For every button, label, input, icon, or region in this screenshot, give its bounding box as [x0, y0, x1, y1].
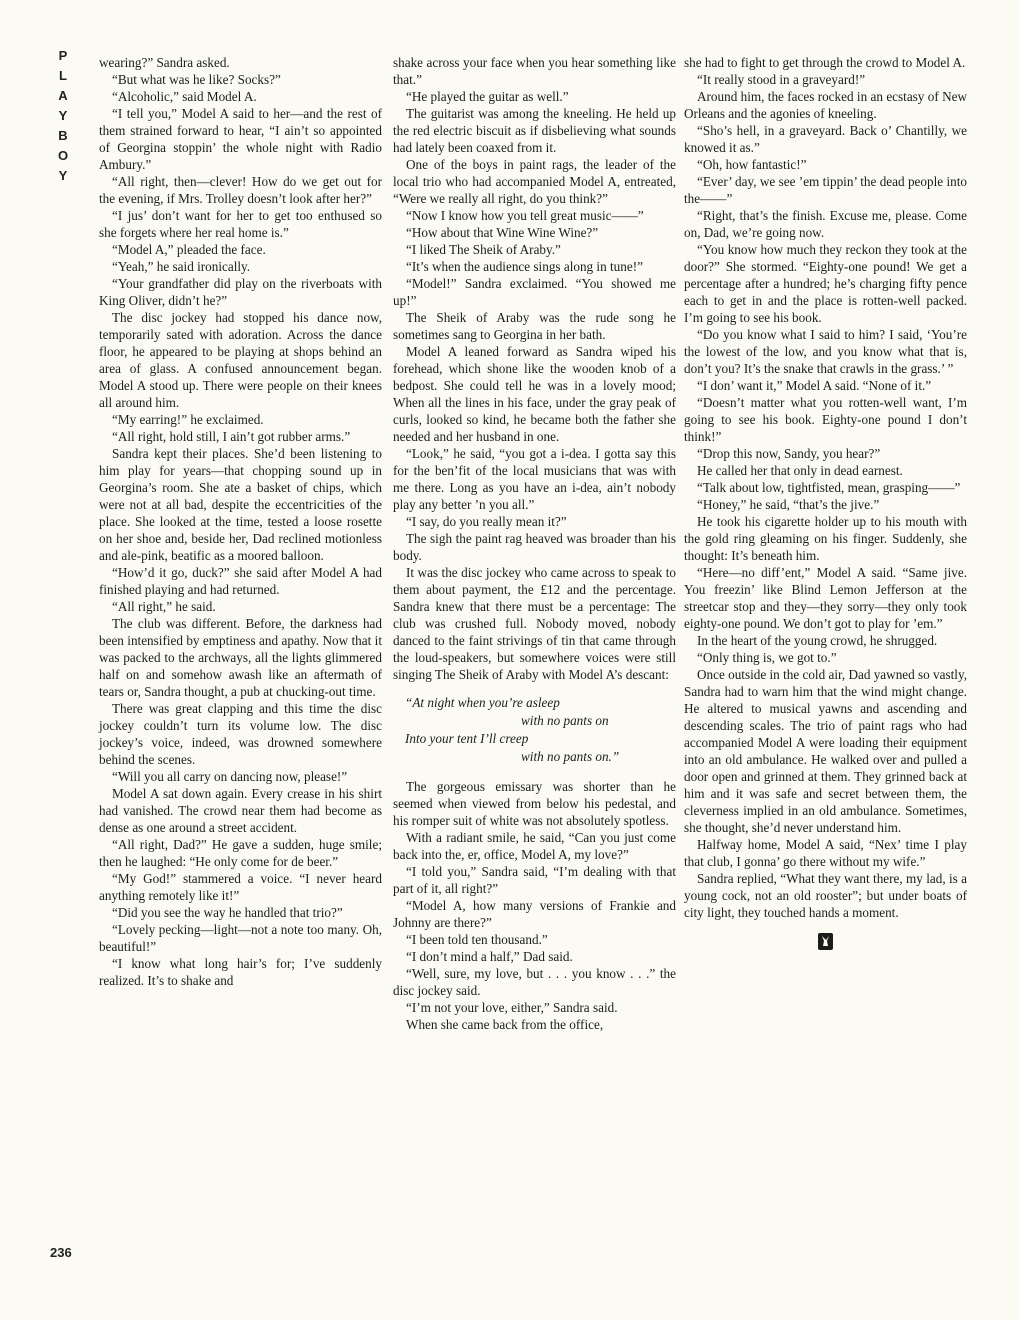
body-paragraph: “My earring!” he exclaimed.: [112, 412, 264, 427]
body-paragraph: Sandra replied, “What they want there, my lad, is a young cock, not an old rooster”; but under boats of city light, they touched hands a moment.: [684, 871, 967, 920]
body-paragraph: “I jus’ don’t want for her to get too enthused so she forgets where her real home is.”: [99, 208, 382, 240]
body-paragraph: “You know how much they reckon they took at the door?” She stormed. “Eighty-one pound! We get a percentage after a hundred; he’s charging fifty pence each to get in and the place is rotten-well packed. I’m going to see his book.: [684, 242, 967, 325]
body-paragraph: Halfway home, Model A said, “Nex’ time I play that club, I gonna’ go there without my wife.”: [684, 837, 967, 869]
body-paragraph: The club was different. Before, the darkness had been intensified by emptiness and apathy. Now that it was packed to the archways, all the lights glimmered half on and somehow awash like an aftermath of tears or, Sandra thought, a pub at chucking-out time.: [99, 616, 382, 699]
body-paragraph: “I don’t mind a half,” Dad said.: [406, 949, 573, 964]
body-paragraph: “Did you see the way he handled that trio?”: [112, 905, 343, 920]
body-paragraph: “Do you know what I said to him? I said, ‘You’re the lowest of the low, and you know what that is, don’t you? It’s the snake that crawls in the grass.’ ”: [684, 327, 967, 376]
body-paragraph: With a radiant smile, he said, “Can you just come back into the, er, office, Model A, my love?”: [393, 830, 676, 862]
song-verse: [405, 694, 676, 766]
body-paragraph: “Your grandfather did play on the riverboats with King Oliver, didn’t he?”: [99, 276, 382, 308]
body-paragraph: “Talk about low, tightfisted, mean, grasping——”: [697, 480, 961, 495]
body-paragraph: “I been told ten thousand.”: [406, 932, 548, 947]
body-paragraph: “Oh, how fantastic!”: [697, 157, 807, 172]
body-paragraph: The Sheik of Araby was the rude song he sometimes sang to Georgina in her bath.: [393, 310, 676, 342]
body-paragraph: “I say, do you really mean it?”: [406, 514, 567, 529]
body-paragraph: “Honey,” he said, “that’s the jive.”: [697, 497, 880, 512]
body-paragraph: “Lovely pecking—light—not a note too many. Oh, beautiful!”: [99, 922, 382, 954]
body-paragraph: “Will you all carry on dancing now, please!”: [112, 769, 348, 784]
body-paragraph: “But what was he like? Socks?”: [112, 72, 281, 87]
body-paragraph: “Look,” he said, “you got a i-dea. I gotta say this for the ben’fit of the local musicians that was with me there. Long as you have an i-dea, ain’t nobody play any better ’n you all.”: [393, 446, 676, 512]
verse-line: with no pants on: [521, 713, 609, 728]
magazine-running-head: [52, 46, 74, 186]
body-paragraph: “It really stood in a graveyard!”: [697, 72, 866, 87]
body-paragraph: The disc jockey had stopped his dance now, temporarily sated with adoration. Across the dance floor, he appeared to be playing at shops behind an area of glass. A confused announcement began. Model A stood up. There were people on their knees all around him.: [99, 310, 382, 410]
running-head-letter: P: [58, 48, 68, 63]
running-head-letter: A: [58, 88, 68, 103]
body-paragraph: shake across your face when you hear something like that.”: [393, 55, 676, 87]
body-paragraph: “I tell you,” Model A said to her—and the rest of them strained forward to hear, “I ain’t so appointed of Georgina stoppin’ the whole night with Radio Ambury.”: [99, 106, 382, 172]
body-paragraph: wearing?” Sandra asked.: [99, 55, 230, 70]
body-paragraph: The guitarist was among the kneeling. He held up the red electric biscuit as if disbelieving what sounds had lately been coaxed from it.: [393, 106, 676, 155]
body-paragraph: Once outside in the cold air, Dad yawned so vastly, Sandra had to warn him that the wind might change. He altered to musical yawns and ascending and descending scales. The trio of paint rags who had accompanied Model A were loading their equipment into an old ambulance. He walked over and pulled a door open and grinned at them. They grinned back at him and it was safe and secret between them, the cleverness implied in an old ambulance. Sometimes, she thought, she’d never understand him.: [684, 667, 967, 835]
body-paragraph: “I’m not your love, either,” Sandra said.: [406, 1000, 618, 1015]
body-paragraph: “I don’ want it,” Model A said. “None of it.”: [697, 378, 932, 393]
text-column-2: [393, 54, 676, 1033]
body-paragraph: “Here—no diff’ent,” Model A said. “Same jive. You freezin’ like Blind Lemon Jefferson at the streetcar stop and they—they sorry—they only took eighty-one pound. We don’t got to play for ’em.”: [684, 565, 967, 631]
body-paragraph: Model A sat down again. Every crease in his shirt had vanished. The crowd near them had become as dense as one around a street accident.: [99, 786, 382, 835]
body-paragraph: she had to fight to get through the crowd to Model A.: [684, 55, 966, 70]
body-paragraph: Model A leaned forward as Sandra wiped his forehead, which shone like the wooden knob of a bedpost. She could tell he was in a lovely mood; When all the lines in his face, under the gray peak of curls, looked so kind, he became both the father she needed and her husband in one.: [393, 344, 676, 444]
verse-line: with no pants on.”: [521, 749, 620, 764]
body-paragraph: “I told you,” Sandra said, “I’m dealing with that part of it, all right?”: [393, 864, 676, 896]
body-paragraph: “Well, sure, my love, but . . . you know . . .” the disc jockey said.: [393, 966, 676, 998]
body-paragraph: “Model A, how many versions of Frankie and Johnny are there?”: [393, 898, 676, 930]
body-paragraph: The sigh the paint rag heaved was broader than his body.: [393, 531, 676, 563]
body-paragraph: “He played the guitar as well.”: [406, 89, 569, 104]
body-paragraph: “All right, hold still, I ain’t got rubber arms.”: [112, 429, 351, 444]
body-paragraph: He called her that only in dead earnest.: [697, 463, 903, 478]
body-paragraph: “Model A,” pleaded the face.: [112, 242, 266, 257]
body-paragraph: When she came back from the office,: [406, 1017, 604, 1032]
body-paragraph: “Right, that’s the finish. Excuse me, please. Come on, Dad, we’re going now.: [684, 208, 967, 240]
body-paragraph: “Yeah,” he said ironically.: [112, 259, 251, 274]
running-head-letter: Y: [58, 108, 68, 123]
running-head-letter: O: [57, 148, 69, 163]
running-head-letter: Y: [58, 168, 68, 183]
body-paragraph: “It’s when the audience sings along in tune!”: [406, 259, 643, 274]
body-paragraph: “All right, Dad?” He gave a sudden, huge smile; then he laughed: “He only come for de beer.”: [99, 837, 382, 869]
body-paragraph: “I liked The Sheik of Araby.”: [406, 242, 561, 257]
body-paragraph: “Alcoholic,” said Model A.: [112, 89, 257, 104]
body-paragraph: “Model!” Sandra exclaimed. “You showed me up!”: [393, 276, 676, 308]
body-paragraph: “Now I know how you tell great music——”: [406, 208, 644, 223]
body-paragraph: Sandra kept their places. She’d been listening to him play for years—that chopping sound up in Georgina’s room. She ate a basket of chips, which were not at all bad, despite the eccentricities of the place. She looked at the time, tested a loose rosette on her shoe and, beside her, Dad reclined motionless and ale-pink, beatific as a moored balloon.: [99, 446, 382, 563]
running-head-letter: L: [59, 68, 67, 83]
body-paragraph: “All right, then—clever! How do we get out for the evening, if Mrs. Trolley doesn’t look after her?”: [99, 174, 382, 206]
column-3-body: [684, 54, 967, 921]
body-paragraph: “My God!” stammered a voice. “I never heard anything remotely like it!”: [99, 871, 382, 903]
column-2-body-after-verse: [393, 778, 676, 1033]
rabbit-head-end-mark-icon: [818, 933, 833, 950]
verse-line: Into your tent I’ll creep: [405, 731, 529, 746]
body-paragraph: “Sho’s hell, in a graveyard. Back o’ Chantilly, we knowed it as.”: [684, 123, 967, 155]
text-column-3: [684, 54, 967, 950]
body-paragraph: “Only thing is, we got to.”: [697, 650, 837, 665]
verse-line: “At night when you’re asleep: [405, 695, 560, 710]
body-paragraph: There was great clapping and this time the disc jockey couldn’t turn its volume low. The disc jockey’s voice, indeed, was drowned somewhere behind the scenes.: [99, 701, 382, 767]
body-paragraph: Around him, the faces rocked in an ecstasy of New Orleans and the agonies of kneeling.: [684, 89, 967, 121]
body-paragraph: “Ever’ day, we see ’em tippin’ the dead people into the——”: [684, 174, 967, 206]
running-head-letter: B: [58, 128, 68, 143]
text-column-1: [99, 54, 382, 989]
body-paragraph: “Drop this now, Sandy, you hear?”: [697, 446, 881, 461]
body-paragraph: “How about that Wine Wine Wine?”: [406, 225, 599, 240]
body-paragraph: In the heart of the young crowd, he shrugged.: [697, 633, 938, 648]
body-paragraph: “Doesn’t matter what you rotten-well want, I’m going to see his book. Eighty-one pound I don’t think!”: [684, 395, 967, 444]
body-paragraph: He took his cigarette holder up to his mouth with the gold ring gleaming on his finger. Suddenly, she thought: It’s beneath him.: [684, 514, 967, 563]
body-paragraph: It was the disc jockey who came across to speak to them about payment, the £12 and the percentage. Sandra knew that there must be a percentage: The club was crushed full. Nobody moved, nobody danced to the faint strivings of tin that came through the loud-speakers, but somewhere voices were still singing The Sheik of Araby with Model A’s descant:: [393, 565, 676, 682]
body-paragraph: The gorgeous emissary was shorter than he seemed when viewed from below his pedestal, and his romper suit of white was not absolutely spotless.: [393, 779, 676, 828]
body-paragraph: “How’d it go, duck?” she said after Model A had finished playing and had returned.: [99, 565, 382, 597]
body-paragraph: One of the boys in paint rags, the leader of the local trio who had accompanied Model A, entreated, “Were we really all right, do you think?”: [393, 157, 676, 206]
page-number: 236: [50, 1245, 72, 1260]
column-2-body: [393, 54, 676, 683]
body-paragraph: “I know what long hair’s for; I’ve suddenly realized. It’s to shake and: [99, 956, 382, 988]
body-paragraph: “All right,” he said.: [112, 599, 216, 614]
